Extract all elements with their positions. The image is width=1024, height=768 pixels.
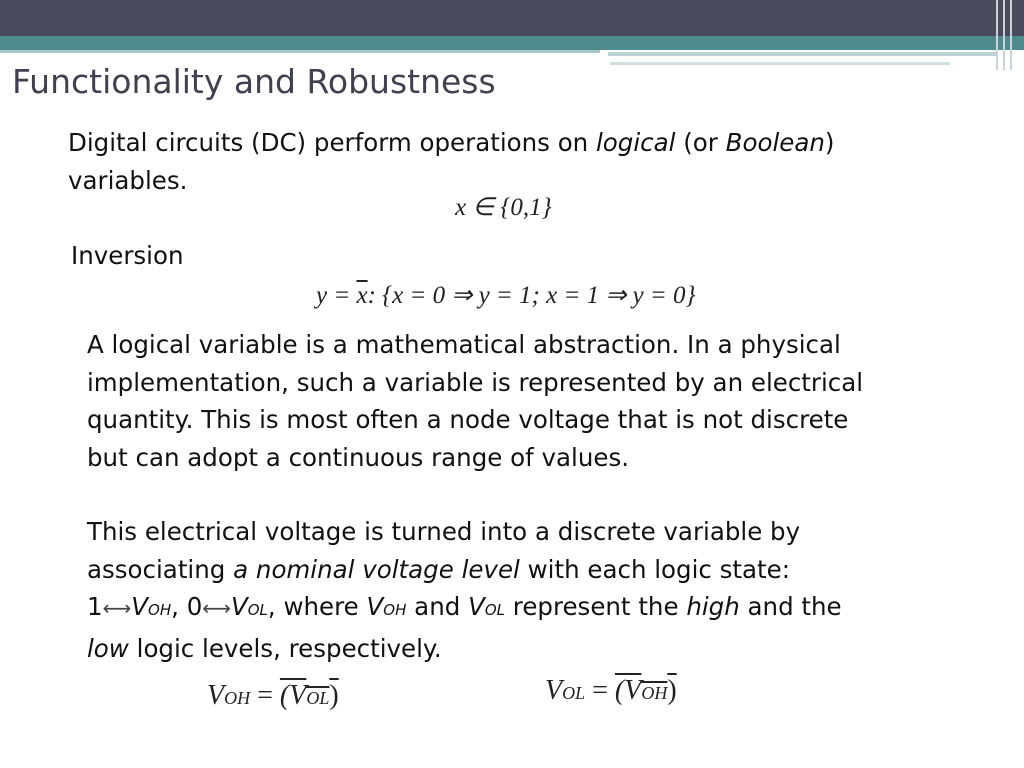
where-text: , where <box>267 592 367 621</box>
formula-voh-eq: = <box>250 680 280 711</box>
formula-voh-lhs: V <box>207 680 225 711</box>
formula-voh <box>207 680 339 712</box>
vol-sub: OL <box>484 601 505 619</box>
intro-logical: logical <box>596 128 676 157</box>
voh-sub: OH <box>383 601 407 619</box>
paragraph-1-line: implementation, such a variable is represented by an electrical <box>87 367 864 397</box>
inversion-rest: : {x = 0 ⇒ y = 1; x = 1 ⇒ y = 0} <box>367 282 696 309</box>
represent-text: represent the <box>505 592 687 621</box>
set-formula: x ∈ {0,1} <box>455 194 552 221</box>
p2-prefix: associating <box>87 554 234 584</box>
p2-end: logic levels, respectively. <box>128 633 442 663</box>
vol-v: V <box>468 592 485 621</box>
intro-boolean: Boolean <box>725 128 825 157</box>
formula-voh-rhs <box>280 680 339 711</box>
inversion-formula <box>316 280 695 310</box>
header-accent-line-3 <box>610 62 950 65</box>
paragraph-2-line <box>87 630 842 668</box>
paragraph-2 <box>87 513 842 667</box>
formula-vol-rhs-sub: OH <box>641 683 668 703</box>
and-text: and <box>406 592 469 621</box>
header-accent-line <box>0 50 600 53</box>
inversion-lhs: y = <box>316 282 357 309</box>
vol-v: V <box>230 592 248 621</box>
slide-title: Functionality and Robustness <box>12 62 496 101</box>
double-arrow-icon: ⟷ <box>202 596 231 620</box>
formula-vol-rhs-close: ) <box>667 675 677 706</box>
header-divider-1 <box>996 0 998 70</box>
paragraph-1-line: A logical variable is a mathematical abstraction. In a physical <box>87 330 841 359</box>
paragraph-2-line <box>87 588 842 630</box>
paragraph-1-line: quantity. This is most often a node voltage that is not discrete <box>87 405 849 434</box>
header-divider-3 <box>1010 0 1012 70</box>
formula-vol-lhs-sub: OL <box>562 683 586 703</box>
intro-text <box>68 124 834 162</box>
header-accent-line-2 <box>608 52 998 56</box>
voh-sub: OH <box>148 601 172 619</box>
logic-one: 1 <box>87 592 103 621</box>
formula-vol-rhs-v: (V <box>614 675 642 706</box>
voh-v: V <box>366 592 384 621</box>
and-the-text: and the <box>739 592 842 621</box>
double-arrow-icon: ⟷ <box>102 596 132 620</box>
paragraph-1 <box>87 326 863 476</box>
high-text: high <box>686 592 740 621</box>
intro-line-2: variables. <box>68 166 188 195</box>
paragraph-2-line <box>87 551 842 589</box>
formula-vol-eq: = <box>585 675 615 706</box>
formula-vol-lhs: V <box>545 675 563 706</box>
vol-sub: OL <box>247 601 268 619</box>
formula-vol <box>545 675 677 707</box>
p2-suffix: with each logic state: <box>519 554 790 584</box>
nominal-voltage-level: a nominal voltage level <box>233 554 520 584</box>
intro-prefix: Digital circuits (DC) perform operations on <box>68 128 596 157</box>
inversion-label: Inversion <box>71 241 184 270</box>
header-bar <box>0 0 1024 36</box>
low-text: low <box>87 633 129 663</box>
intro-suffix: ) <box>824 128 835 157</box>
header-divider-2 <box>1003 0 1005 70</box>
formula-voh-lhs-sub: OH <box>224 688 251 708</box>
intro-mid: (or <box>675 128 726 157</box>
paragraph-1-line: but can adopt a continuous range of values. <box>87 442 630 472</box>
formula-voh-rhs-close: ) <box>329 680 339 711</box>
header-accent-band <box>0 36 1024 50</box>
logic-zero: , 0 <box>171 592 203 621</box>
voh-v: V <box>131 592 149 621</box>
formula-voh-rhs-v: (V <box>279 680 307 711</box>
paragraph-2-line: This electrical voltage is turned into a discrete variable by <box>87 517 801 546</box>
inversion-x-bar: $\overline{x}$ <box>356 282 368 309</box>
formula-voh-rhs-sub: OL <box>306 688 330 708</box>
formula-vol-rhs <box>615 675 677 706</box>
